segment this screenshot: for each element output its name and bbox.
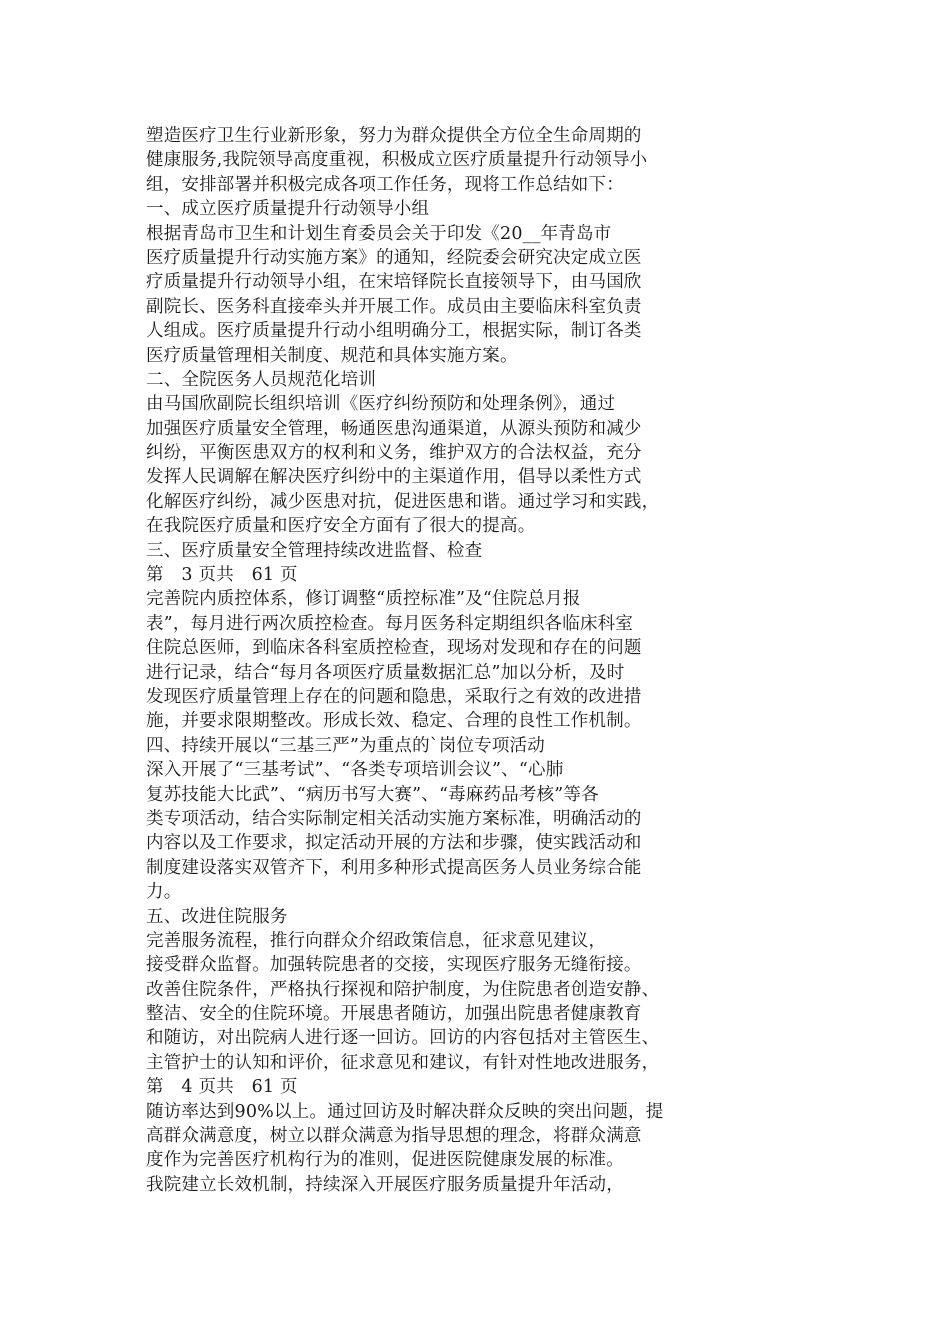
body-line: 健康服务,我院领导高度重视，积极成立医疗质量提升行动领导小: [146, 150, 648, 171]
section-heading-5: 五、改进住院服务: [146, 906, 288, 927]
body-line: 由马国欣副院长组织培训《医疗纠纷预防和处理条例》，通过: [146, 394, 616, 415]
body-line: 深入开展了“三基考试”、“各类专项培训会议”、“心肺: [146, 760, 564, 781]
body-line: 住院总医师，到临床各科室质控检查，现场对发现和存在的问题: [146, 638, 642, 659]
body-line: 接受群众监督。加强转院患者的交接，实现医疗服务无缝衔接。: [146, 955, 642, 976]
body-line: 组，安排部署并积极完成各项工作任务，现将工作总结如下：: [146, 174, 624, 195]
page-number: 第 3 页共 61 页: [146, 565, 298, 586]
body-line: 发挥人民调解在解决医疗纠纷中的主渠道作用，倡导以柔性方式: [146, 467, 642, 488]
body-line: 力。: [146, 882, 182, 903]
body-line: 高群众满意度，树立以群众满意为指导思想的理念，将群众满意: [146, 1126, 642, 1147]
body-line: 完善服务流程，推行向群众介绍政策信息，征求意见建议，: [146, 930, 607, 951]
body-line: 完善院内质控体系，修订调整“质控标准”及“住院总月报: [146, 589, 581, 610]
body-line: 纠纷，平衡医患双方的权利和义务，维护双方的合法权益，充分: [146, 443, 642, 464]
section-heading-2: 二、全院医务人员规范化培训: [146, 369, 377, 390]
body-line: 主管护士的认知和评价，征求意见和建议，有针对性地改进服务，: [146, 1052, 660, 1073]
body-line: 类专项活动，结合实际制定相关活动实施方案标准，明确活动的: [146, 808, 642, 829]
body-line: 在我院医疗质量和医疗安全方面有了很大的提高。: [146, 516, 536, 537]
body-line: 加强医疗质量安全管理，畅通医患沟通渠道，从源头预防和减少: [146, 418, 642, 439]
page-number: 第 4 页共 61 页: [146, 1077, 298, 1098]
body-line: 表”，每月进行两次质控检查。每月医务科定期组织各临床科室: [146, 613, 634, 634]
body-line: 发现医疗质量管理上存在的问题和隐患，采取行之有效的改进措: [146, 686, 642, 707]
document-body: [146, 124, 726, 1197]
body-line: 塑造医疗卫生行业新形象，努力为群众提供全方位全生命周期的: [146, 126, 642, 146]
body-line: 制度建设落实双管齐下，利用多种形式提高医务人员业务综合能: [146, 857, 642, 878]
section-heading-4: 四、持续开展以“三基三严”为重点的`岗位专项活动: [146, 735, 545, 756]
body-line: 和随访，对出院病人进行逐一回访。回访的内容包括对主管医生、: [146, 1028, 660, 1049]
body-line: 化解医疗纠纷，减少医患对抗，促进医患和谐。通过学习和实践，: [146, 491, 660, 512]
body-line: 人组成。医疗质量提升行动小组明确分工，根据实际，制订各类: [146, 321, 642, 342]
body-line: 随访率达到90%以上。通过回访及时解决群众反映的突出问题，提: [146, 1101, 664, 1122]
body-line: 整洁、安全的住院环境。开展患者随访，加强出院患者健康教育: [146, 1004, 642, 1025]
section-heading-1: 一、成立医疗质量提升行动领导小组: [146, 199, 430, 220]
section-heading-3: 三、医疗质量安全管理持续改进监督、检查: [146, 540, 483, 561]
body-line: 医疗质量提升行动实施方案》的通知，经院委会研究决定成立医: [146, 247, 642, 268]
body-line: 内容以及工作要求，拟定活动开展的方法和步骤，使实践活动和: [146, 833, 642, 854]
body-line: 进行记录，结合“每月各项医疗质量数据汇总”加以分析，及时: [146, 662, 625, 683]
body-line: 复苏技能大比武”、“病历书写大赛”、“毒麻药品考核”等各: [146, 784, 599, 805]
body-line: 改善住院条件，严格执行探视和陪护制度，为住院患者创造安静、: [146, 979, 660, 1000]
body-line: 医疗质量管理相关制度、规范和具体实施方案。: [146, 345, 518, 366]
body-line: 副院长、医务科直接牵头并开展工作。成员由主要临床科室负责: [146, 296, 642, 317]
body-line: 疗质量提升行动领导小组，在宋培铎院长直接领导下，由马国欣: [146, 272, 642, 293]
body-line: 度作为完善医疗机构行为的准则，促进医院健康发展的标准。: [146, 1150, 624, 1171]
body-line: 我院建立长效机制，持续深入开展医疗服务质量提升年活动，: [146, 1174, 624, 1195]
body-line: 施，并要求限期整改。形成长效、稳定、合理的良性工作机制。: [146, 711, 642, 732]
body-line: 根据青岛市卫生和计划生育委员会关于印发《20__年青岛市: [146, 223, 612, 244]
